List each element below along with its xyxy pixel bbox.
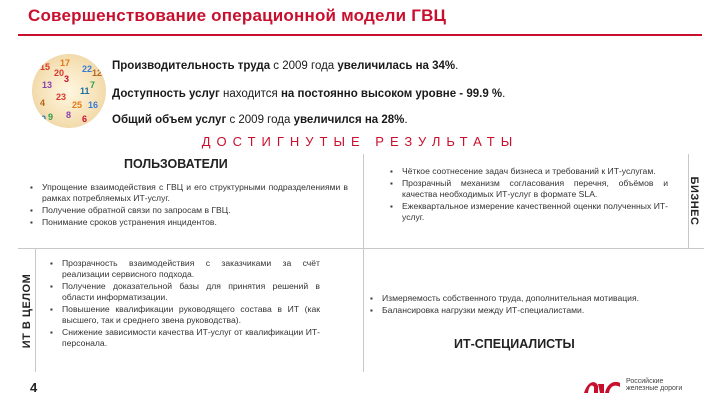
clock-number: 25 bbox=[72, 100, 83, 110]
results-heading: ДОСТИГНУТЫЕ РЕЗУЛЬТАТЫ bbox=[201, 134, 519, 149]
stat-productivity: Производительность труда с 2009 года увеличилась на 34%. bbox=[112, 60, 459, 72]
list-item: ▪ Ежеквартальное измерение качественной оценки полученных ИТ-услуг. bbox=[390, 201, 668, 223]
clock-number: 9 bbox=[48, 112, 54, 122]
list-item: ▪ Упрощение взаимодействия с ГВЦ и его структурными подразделениями в рамках потребляемых ИТ-услуг. bbox=[30, 182, 348, 204]
clock-number: 16 bbox=[88, 100, 99, 110]
list-item: ▪ Получение доказательной базы для принятия решений в области информатизации. bbox=[50, 281, 320, 303]
clock-number: 8 bbox=[66, 110, 72, 120]
page-title: Совершенствование операционной модели ГВЦ bbox=[28, 6, 447, 25]
numbers-clock-image bbox=[32, 54, 106, 128]
clock-number: 15 bbox=[40, 62, 51, 72]
business-label: БИЗНЕС bbox=[688, 176, 700, 226]
rzd-logo-text: Российские железные дороги bbox=[626, 378, 683, 392]
clock-number: 13 bbox=[42, 80, 53, 90]
it-overall-label: ИТ В ЦЕЛОМ bbox=[21, 273, 33, 349]
clock-number: 22 bbox=[82, 64, 93, 74]
it-specialists-heading: ИТ-СПЕЦИАЛИСТЫ bbox=[454, 337, 575, 351]
users-list bbox=[30, 182, 348, 229]
page-number: 4 bbox=[30, 380, 38, 395]
list-item: ▪ Снижение зависимости качества ИТ-услуг от квалификации ИТ-персонала. bbox=[50, 327, 320, 349]
clock-number: 23 bbox=[56, 92, 67, 102]
clock-number: 7 bbox=[90, 80, 96, 90]
clock-number: 20 bbox=[54, 68, 65, 78]
clock-number: 17 bbox=[60, 58, 71, 68]
list-item: ▪ Балансировка нагрузки между ИТ-специалистами. bbox=[370, 305, 690, 316]
list-item: ▪ Получение обратной связи по запросам в ГВЦ. bbox=[30, 205, 348, 216]
frame-horizontal-divider bbox=[18, 248, 704, 249]
rzd-logo-icon bbox=[582, 376, 622, 398]
it-overall-list bbox=[50, 258, 320, 350]
clock-number: 3 bbox=[64, 74, 70, 84]
it-specialists-list bbox=[370, 293, 690, 317]
list-item: ▪ Прозрачный механизм согласования перечня, объёмов и качества необходимых ИТ-услуг в формате SLA. bbox=[390, 178, 668, 200]
rzd-logo bbox=[582, 376, 702, 398]
clock-number: 19 bbox=[36, 114, 47, 124]
stat-volume: Общий объем услуг с 2009 года увеличился на 28%. bbox=[112, 114, 408, 126]
clock-number: 6 bbox=[82, 114, 88, 124]
stat-availability: Доступность услуг находится на постоянно высоком уровне - 99.9 %. bbox=[112, 88, 506, 100]
business-list bbox=[390, 166, 668, 224]
list-item: ▪ Прозрачность взаимодействия с заказчиками за счёт реализации сервисного подхода. bbox=[50, 258, 320, 280]
list-item: ▪ Повышение квалификации руководящего состава в ИТ (как высшего, так и среднего звена руководства). bbox=[50, 304, 320, 326]
list-item: ▪ Понимание сроков устранения инцидентов. bbox=[30, 217, 348, 228]
clock-number: 4 bbox=[40, 98, 46, 108]
clock-number: 11 bbox=[80, 86, 90, 96]
users-heading: ПОЛЬЗОВАТЕЛИ bbox=[124, 157, 228, 171]
title-underline bbox=[18, 34, 702, 36]
list-item: ▪ Измеряемость собственного труда, дополнительная мотивация. bbox=[370, 293, 690, 304]
frame-vertical-divider bbox=[363, 154, 364, 372]
list-item: ▪ Чёткое соотнесение задач бизнеса и требований к ИТ-услугам. bbox=[390, 166, 668, 177]
clock-number: 12 bbox=[92, 68, 103, 78]
